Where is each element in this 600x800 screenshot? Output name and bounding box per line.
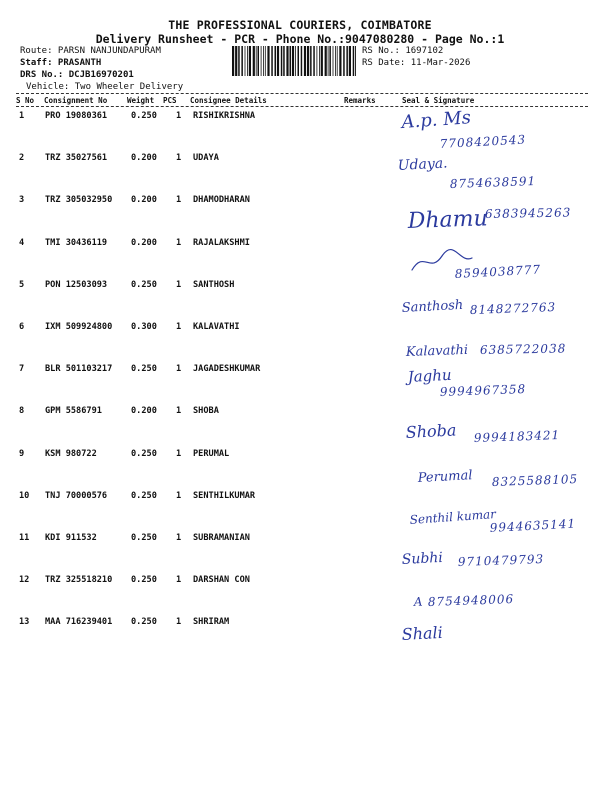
signature-phone: 9994183421 [473,427,561,445]
handwritten-signature [416,468,578,489]
runsheet-subtitle: Delivery Runsheet - PCR - Phone No.:9047080280 - Page No.:1 [95,32,505,46]
barcode-bar [232,46,234,76]
staff-label: Staff: PRASANTH [20,58,102,68]
drs-label: DRS No.: DCJB16970201 [20,70,134,80]
row-pcs: 1 [176,322,182,332]
barcode-bar [329,46,331,76]
row-consignment-no: KSM 980722 [45,448,97,459]
row-pcs: 1 [176,279,182,290]
row-pcs: 1 [176,617,182,628]
barcode-bar [235,46,237,76]
row-consignee: RISHIKRISHNA [193,111,256,121]
row-sno: 10 [19,490,30,501]
barcode-bar [310,46,312,76]
barcode-bar [247,46,248,76]
row-consignment-no: TRZ 35027561 [45,153,108,164]
route-label: Route: PARSN NANJUNDAPURAM [20,46,161,56]
handwritten-signature [399,107,527,151]
col-consignee: Consignee Details [190,96,267,105]
barcode-bar [304,46,306,76]
row-consignment-no: KDI 911532 [45,533,97,543]
barcode-bar [283,46,285,76]
barcode-bar [256,46,257,76]
barcode-bar [265,46,266,76]
row-weight: 0.250 [131,364,157,375]
row-consignee: SANTHOSH [193,279,235,290]
barcode [232,46,356,76]
row-sno: 5 [19,279,25,290]
signature-name: A.p. Ms [400,107,472,133]
row-pcs: 1 [176,533,182,543]
barcode-bar [298,46,300,76]
barcode-bar [245,46,246,76]
barcode-bar [271,46,273,76]
signature-phone: 6385722038 [479,341,567,357]
row-sno: 1 [19,111,25,121]
signature-name: Shali [401,622,444,644]
signature-phone: 8325588105 [491,471,579,489]
row-weight: 0.250 [131,617,157,628]
handwritten-signature [406,205,571,234]
barcode-bar [275,46,277,76]
barcode-bar [267,46,269,76]
handwritten-signature [412,250,541,281]
barcode-bar [333,46,334,76]
signature-name: Shoba [405,420,457,442]
barcode-bar [328,46,329,76]
signature-name: Senthil kumar [409,507,497,527]
row-weight: 0.300 [131,322,157,332]
signature-name: A [413,594,423,609]
row-pcs: 1 [176,448,182,459]
barcode-bar [263,46,264,76]
handwritten-signature [401,623,443,644]
barcode-bar [337,46,338,76]
col-remarks: Remarks [344,96,376,105]
row-consignee: KALAVATHI [193,322,240,332]
barcode-bar [286,46,288,76]
handwritten-signature [401,550,544,569]
col-sno: S No [16,96,35,105]
signature-name: Jaghu [407,365,453,386]
signature-name: Perumal [417,468,473,486]
row-sno: 4 [19,237,25,248]
row-consignee: SHOBA [193,406,219,417]
row-pcs: 1 [176,111,182,121]
row-sno: 3 [19,195,25,206]
barcode-bar [253,46,255,76]
row-consignee: DARSHAN CON [193,575,250,586]
row-weight: 0.250 [131,533,157,543]
row-weight: 0.250 [131,490,157,501]
row-consignee: UDAYA [193,153,219,164]
barcode-bar [325,46,327,76]
row-sno: 8 [19,406,25,417]
company-title: THE PROFESSIONAL COURIERS, COIMBATORE [168,18,432,32]
barcode-bar [261,46,262,76]
col-weight: Weight [127,96,155,105]
row-consignee: DHAMODHARAN [193,195,250,206]
col-consignment: Consignment No [44,96,108,105]
barcode-bar [313,46,315,76]
row-sno: 12 [19,575,30,586]
signature-area [380,100,600,800]
row-weight: 0.250 [131,575,157,586]
barcode-bar [277,46,279,76]
barcode-bar [319,46,320,76]
col-pcs: PCS [163,96,177,105]
row-sno: 7 [19,364,25,375]
barcode-bar [346,46,348,76]
rs-date: RS Date: 11-Mar-2026 [362,58,471,68]
vehicle-label: Vehicle: Two Wheeler Delivery [26,82,184,92]
barcode-bar [281,46,283,76]
signature-phone: 8754948006 [427,591,515,609]
barcode-bar [241,46,243,76]
row-consignee: SENTHILKUMAR [193,490,256,501]
row-weight: 0.250 [131,448,157,459]
col-seal-signature: Seal & Signature [402,96,475,105]
row-weight: 0.200 [131,406,157,417]
handwritten-signature [397,155,536,191]
row-pcs: 1 [176,490,182,501]
signature-name: Dhamu [407,206,489,234]
row-weight: 0.200 [131,153,157,164]
row-consignment-no: MAA 716239401 [45,617,113,628]
signature-name: Santhosh [401,297,464,316]
row-sno: 13 [19,617,30,628]
signature-name: Udaya. [397,155,448,174]
barcode-bar [307,46,309,76]
row-consignment-no: TRZ 305032950 [45,195,113,206]
barcode-bar [335,46,336,76]
handwritten-signature [405,341,567,360]
row-sno: 9 [19,448,25,459]
barcode-bar [301,46,303,76]
row-sno: 11 [19,533,30,543]
row-pcs: 1 [176,153,182,164]
signature-name: Kalavathi [405,342,469,360]
handwritten-signature [404,366,526,399]
row-pcs: 1 [176,364,182,375]
signature-phone: 7708420543 [439,132,527,151]
signature-phone: 8148272763 [469,299,557,317]
row-consignee: SUBRAMANIAN [193,533,250,543]
row-weight: 0.250 [131,111,157,121]
handwritten-signature [412,592,514,609]
signature-phone: 8594038777 [454,262,542,281]
row-consignment-no: GPM 5586791 [45,406,102,417]
row-consignment-no: TNJ 70000576 [45,490,108,501]
barcode-bar [349,46,351,76]
handwritten-signature [405,420,560,445]
row-consignee: RAJALAKSHMI [193,237,250,248]
row-pcs: 1 [176,195,182,206]
row-weight: 0.200 [131,195,157,206]
barcode-bar [258,46,260,76]
barcode-bar [355,46,356,76]
row-pcs: 1 [176,237,182,248]
handwritten-signature [409,507,576,535]
barcode-bar [339,46,341,76]
row-consignment-no: PRO 19080361 [45,111,108,121]
row-consignee: PERUMAL [193,448,230,459]
barcode-bar [321,46,323,76]
barcode-bar [343,46,345,76]
barcode-bar [295,46,296,76]
row-sno: 6 [19,322,25,332]
row-consignment-no: TRZ 325518210 [45,575,113,586]
signature-phone: 8754638591 [449,173,537,191]
barcode-bar [353,46,355,76]
signature-phone: 9710479793 [457,551,545,569]
row-consignment-no: TMI 30436119 [45,237,108,248]
row-pcs: 1 [176,575,182,586]
row-consignment-no: IXM 509924800 [45,322,113,332]
row-consignee: SHRIRAM [193,617,230,628]
row-sno: 2 [19,153,25,164]
row-weight: 0.200 [131,237,157,248]
rs-number: RS No.: 1697102 [362,46,444,56]
row-weight: 0.250 [131,279,157,290]
signature-name: Subhi [401,549,444,568]
barcode-bar [249,46,251,76]
signature-phone: 9994967358 [439,381,527,399]
handwritten-signature [401,298,556,317]
barcode-bar [238,46,240,76]
header-top-rule [16,93,588,94]
signature-phone: 9944635141 [489,516,577,535]
row-consignee: JAGADESHKUMAR [193,364,261,375]
signature-phone: 6383945263 [484,205,572,221]
barcode-bar [290,46,292,76]
row-consignment-no: BLR 501103217 [45,364,113,375]
barcode-bar [292,46,294,76]
barcode-bar [317,46,318,76]
row-pcs: 1 [176,406,182,417]
row-consignment-no: PON 12503093 [45,279,108,290]
